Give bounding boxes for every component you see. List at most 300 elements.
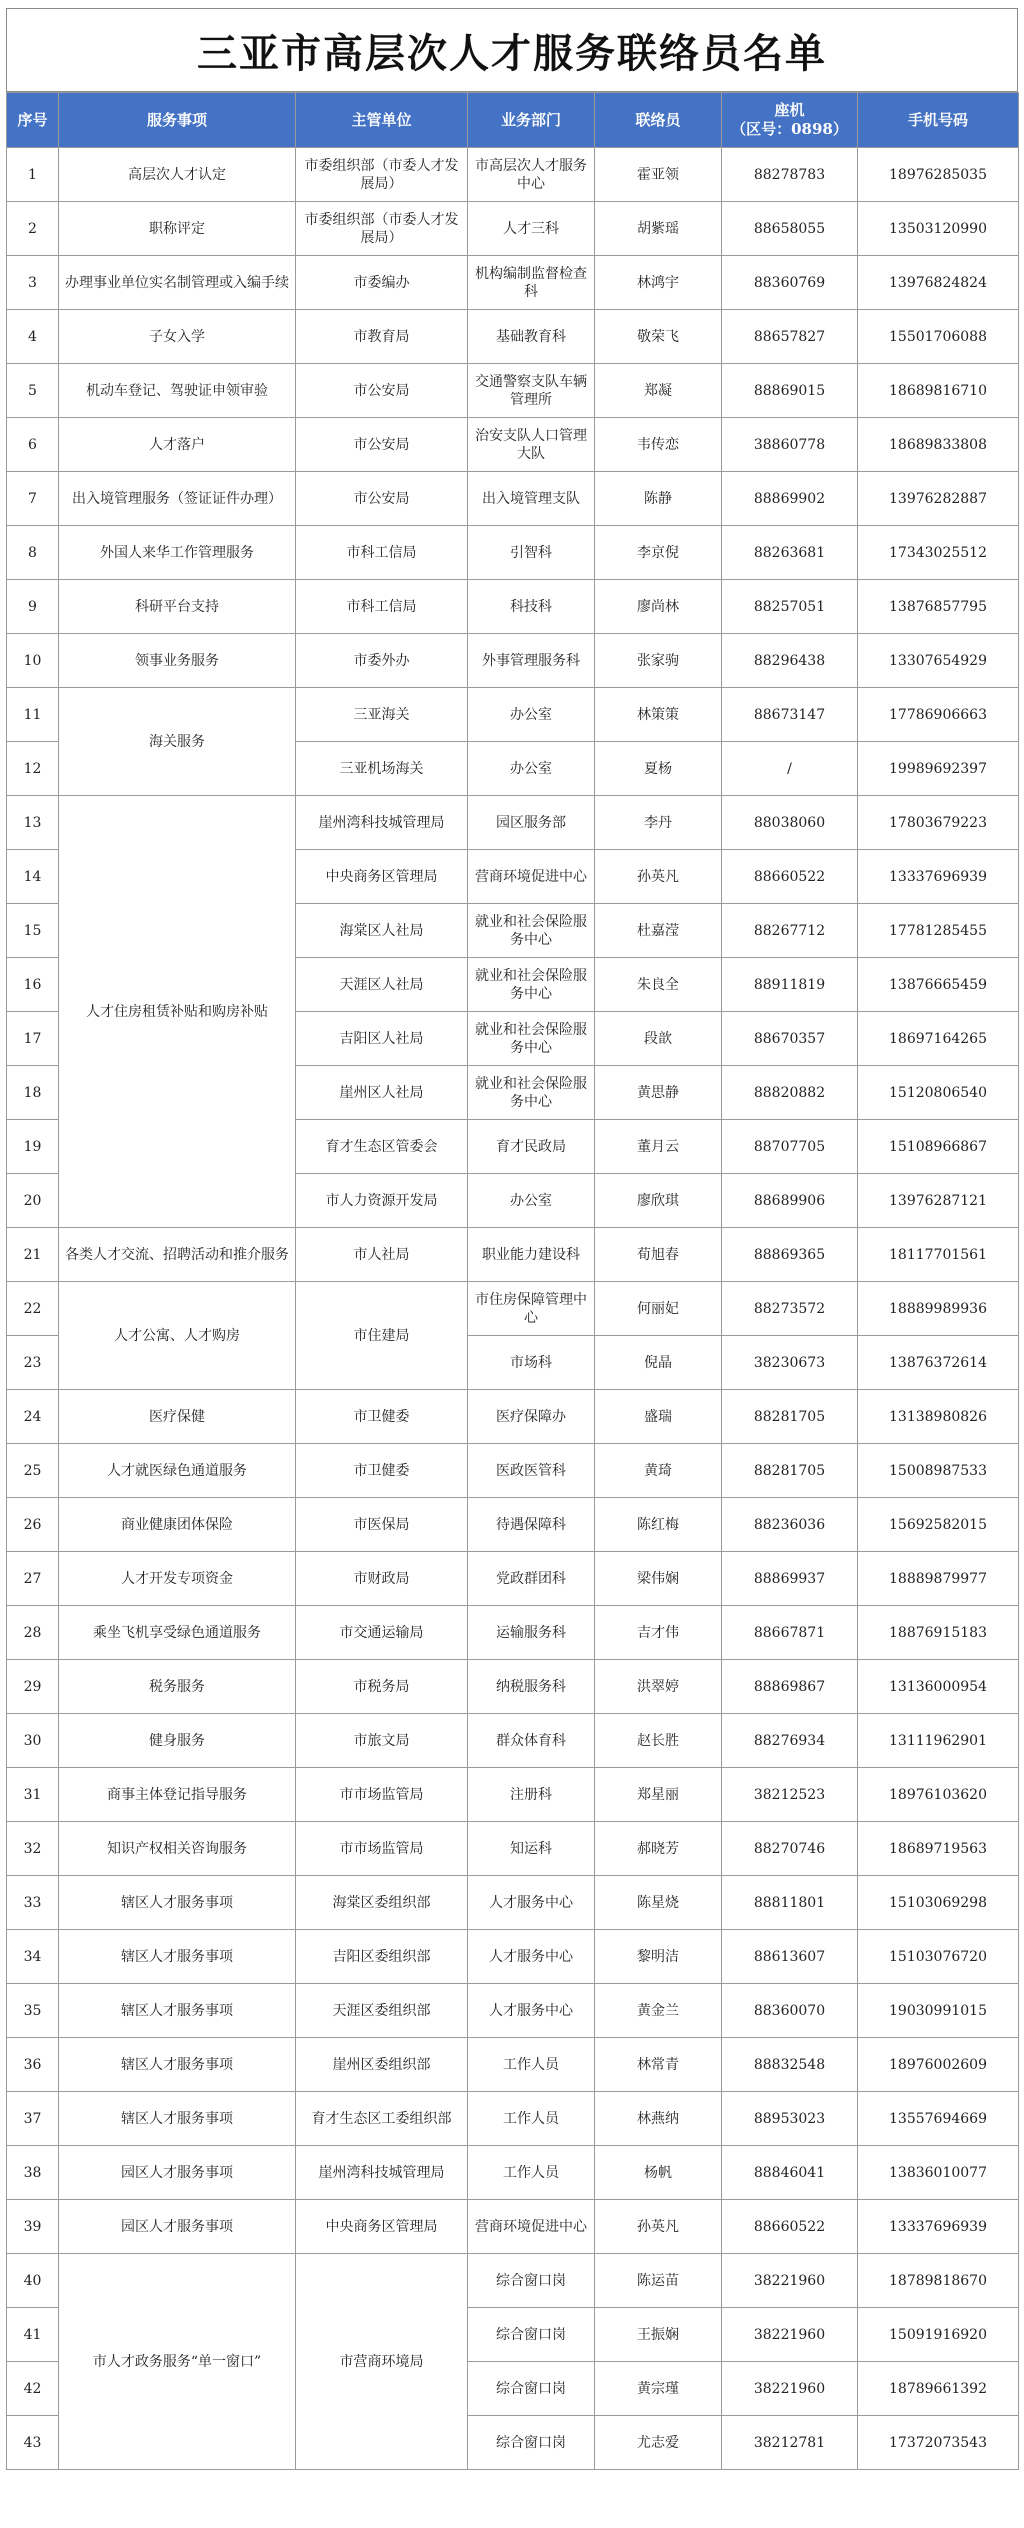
- row-index: 43: [7, 2416, 59, 2470]
- landline-cell: 88846041: [722, 2146, 858, 2200]
- division-cell: 基础教育科: [468, 310, 595, 364]
- row-index: 10: [7, 634, 59, 688]
- mobile-cell: 13976287121: [858, 1174, 1019, 1228]
- mobile-cell: 18976103620: [858, 1768, 1019, 1822]
- dept-cell: 天涯区委组织部: [296, 1984, 468, 2038]
- dept-cell: 崖州湾科技城管理局: [296, 796, 468, 850]
- division-cell: 注册科: [468, 1768, 595, 1822]
- landline-cell: 88276934: [722, 1714, 858, 1768]
- contact-cell: 林策策: [595, 688, 722, 742]
- table-row: [7, 1660, 1019, 1714]
- row-index: 20: [7, 1174, 59, 1228]
- row-index: 23: [7, 1336, 59, 1390]
- service-cell: 领事业务服务: [59, 634, 296, 688]
- contact-cell: 韦传恋: [595, 418, 722, 472]
- dept-cell: 市市场监管局: [296, 1768, 468, 1822]
- division-cell: 工作人员: [468, 2146, 595, 2200]
- division-cell: 人才服务中心: [468, 1984, 595, 2038]
- division-cell: 运输服务科: [468, 1606, 595, 1660]
- row-index: 6: [7, 418, 59, 472]
- service-cell: 人才落户: [59, 418, 296, 472]
- division-cell: 职业能力建设科: [468, 1228, 595, 1282]
- row-index: 27: [7, 1552, 59, 1606]
- service-cell: 商业健康团体保险: [59, 1498, 296, 1552]
- row-index: 34: [7, 1930, 59, 1984]
- table-row: [7, 1228, 1019, 1282]
- mobile-cell: 15103076720: [858, 1930, 1019, 1984]
- mobile-cell: 15120806540: [858, 1066, 1019, 1120]
- division-cell: 治安支队人口管理大队: [468, 418, 595, 472]
- header-index: 序号: [7, 93, 59, 148]
- contact-cell: 陈红梅: [595, 1498, 722, 1552]
- row-index: 31: [7, 1768, 59, 1822]
- division-cell: 营商环境促进中心: [468, 2200, 595, 2254]
- table-row: [7, 2146, 1019, 2200]
- landline-cell: 88263681: [722, 526, 858, 580]
- landline-cell: 88257051: [722, 580, 858, 634]
- mobile-cell: 15008987533: [858, 1444, 1019, 1498]
- contact-cell: 朱良全: [595, 958, 722, 1012]
- row-index: 30: [7, 1714, 59, 1768]
- division-cell: 知运科: [468, 1822, 595, 1876]
- service-cell: 市人才政务服务“单一窗口”: [59, 2254, 296, 2470]
- division-cell: 人才服务中心: [468, 1930, 595, 1984]
- mobile-cell: 15692582015: [858, 1498, 1019, 1552]
- mobile-cell: 13976824824: [858, 256, 1019, 310]
- division-cell: 就业和社会保险服务中心: [468, 904, 595, 958]
- table-row: [7, 2038, 1019, 2092]
- row-index: 12: [7, 742, 59, 796]
- table-row: [7, 1822, 1019, 1876]
- landline-cell: 88953023: [722, 2092, 858, 2146]
- service-cell: 子女入学: [59, 310, 296, 364]
- row-index: 33: [7, 1876, 59, 1930]
- table-row: [7, 1768, 1019, 1822]
- division-cell: 外事管理服务科: [468, 634, 595, 688]
- row-index: 26: [7, 1498, 59, 1552]
- division-cell: 营商环境促进中心: [468, 850, 595, 904]
- contact-cell: 吉才伟: [595, 1606, 722, 1660]
- mobile-cell: 13138980826: [858, 1390, 1019, 1444]
- service-cell: 高层次人才认定: [59, 148, 296, 202]
- landline-cell: 88667871: [722, 1606, 858, 1660]
- service-cell: 科研平台支持: [59, 580, 296, 634]
- service-cell: 辖区人才服务事项: [59, 1876, 296, 1930]
- row-index: 41: [7, 2308, 59, 2362]
- row-index: 22: [7, 1282, 59, 1336]
- landline-cell: 88038060: [722, 796, 858, 850]
- header-division: 业务部门: [468, 93, 595, 148]
- row-index: 19: [7, 1120, 59, 1174]
- mobile-cell: 18889879977: [858, 1552, 1019, 1606]
- row-index: 18: [7, 1066, 59, 1120]
- table-row: [7, 1282, 1019, 1336]
- dept-cell: 市人力资源开发局: [296, 1174, 468, 1228]
- row-index: 35: [7, 1984, 59, 2038]
- service-cell: 辖区人才服务事项: [59, 1984, 296, 2038]
- mobile-cell: 18117701561: [858, 1228, 1019, 1282]
- division-cell: 工作人员: [468, 2092, 595, 2146]
- row-index: 9: [7, 580, 59, 634]
- contact-cell: 杜嘉滢: [595, 904, 722, 958]
- table-row: [7, 2200, 1019, 2254]
- division-cell: 医疗保障办: [468, 1390, 595, 1444]
- dept-cell: 市交通运输局: [296, 1606, 468, 1660]
- contact-cell: 黄琦: [595, 1444, 722, 1498]
- division-cell: 纳税服务科: [468, 1660, 595, 1714]
- mobile-cell: 15091916920: [858, 2308, 1019, 2362]
- landline-cell: 38212523: [722, 1768, 858, 1822]
- row-index: 29: [7, 1660, 59, 1714]
- contact-cell: 荀旭春: [595, 1228, 722, 1282]
- landline-cell: 88911819: [722, 958, 858, 1012]
- dept-cell: 市营商环境局: [296, 2254, 468, 2470]
- row-index: 5: [7, 364, 59, 418]
- division-cell: 群众体育科: [468, 1714, 595, 1768]
- contact-cell: 陈运苗: [595, 2254, 722, 2308]
- header-mobile: 手机号码: [858, 93, 1019, 148]
- contact-cell: 黄金兰: [595, 1984, 722, 2038]
- contact-cell: 郑星丽: [595, 1768, 722, 1822]
- row-index: 11: [7, 688, 59, 742]
- dept-cell: 市医保局: [296, 1498, 468, 1552]
- service-cell: 职称评定: [59, 202, 296, 256]
- contact-cell: 霍亚领: [595, 148, 722, 202]
- row-index: 15: [7, 904, 59, 958]
- dept-cell: 市公安局: [296, 472, 468, 526]
- landline-cell: 38221960: [722, 2362, 858, 2416]
- contact-cell: 陈静: [595, 472, 722, 526]
- division-cell: 就业和社会保险服务中心: [468, 958, 595, 1012]
- landline-cell: 38860778: [722, 418, 858, 472]
- row-index: 28: [7, 1606, 59, 1660]
- mobile-cell: 18889989936: [858, 1282, 1019, 1336]
- division-cell: 待遇保障科: [468, 1498, 595, 1552]
- mobile-cell: 13557694669: [858, 2092, 1019, 2146]
- table-header-row: [7, 93, 1019, 148]
- table-row: [7, 2092, 1019, 2146]
- dept-cell: 市公安局: [296, 418, 468, 472]
- header-dept: 主管单位: [296, 93, 468, 148]
- table-row: [7, 688, 1019, 742]
- landline-cell: 88613607: [722, 1930, 858, 1984]
- contact-cell: 李京倪: [595, 526, 722, 580]
- service-cell: 各类人才交流、招聘活动和推介服务: [59, 1228, 296, 1282]
- division-cell: 科技科: [468, 580, 595, 634]
- contact-cell: 李丹: [595, 796, 722, 850]
- mobile-cell: 18789818670: [858, 2254, 1019, 2308]
- service-cell: 辖区人才服务事项: [59, 2038, 296, 2092]
- mobile-cell: 18789661392: [858, 2362, 1019, 2416]
- dept-cell: 市税务局: [296, 1660, 468, 1714]
- dept-cell: 市教育局: [296, 310, 468, 364]
- mobile-cell: 18976002609: [858, 2038, 1019, 2092]
- landline-cell: 88660522: [722, 2200, 858, 2254]
- row-index: 13: [7, 796, 59, 850]
- dept-cell: 吉阳区委组织部: [296, 1930, 468, 1984]
- service-cell: 机动车登记、驾驶证申领审验: [59, 364, 296, 418]
- contact-cell: 黄宗瑾: [595, 2362, 722, 2416]
- row-index: 7: [7, 472, 59, 526]
- mobile-cell: 13876665459: [858, 958, 1019, 1012]
- service-cell: 税务服务: [59, 1660, 296, 1714]
- contact-cell: 赵长胜: [595, 1714, 722, 1768]
- table-row: [7, 1930, 1019, 1984]
- row-index: 1: [7, 148, 59, 202]
- landline-cell: 88278783: [722, 148, 858, 202]
- landline-cell: 38230673: [722, 1336, 858, 1390]
- dept-cell: 崖州湾科技城管理局: [296, 2146, 468, 2200]
- division-cell: 市场科: [468, 1336, 595, 1390]
- landline-cell: 88832548: [722, 2038, 858, 2092]
- dept-cell: 崖州区委组织部: [296, 2038, 468, 2092]
- row-index: 21: [7, 1228, 59, 1282]
- table-row: [7, 364, 1019, 418]
- contact-cell: 杨帆: [595, 2146, 722, 2200]
- dept-cell: 天涯区人社局: [296, 958, 468, 1012]
- dept-cell: 市卫健委: [296, 1390, 468, 1444]
- row-index: 42: [7, 2362, 59, 2416]
- contact-cell: 林鸿宇: [595, 256, 722, 310]
- division-cell: 党政群团科: [468, 1552, 595, 1606]
- division-cell: 人才三科: [468, 202, 595, 256]
- service-cell: 园区人才服务事项: [59, 2200, 296, 2254]
- dept-cell: 市委外办: [296, 634, 468, 688]
- service-cell: 人才开发专项资金: [59, 1552, 296, 1606]
- row-index: 4: [7, 310, 59, 364]
- dept-cell: 崖州区人社局: [296, 1066, 468, 1120]
- contact-cell: 倪晶: [595, 1336, 722, 1390]
- landline-cell: 88869015: [722, 364, 858, 418]
- dept-cell: 中央商务区管理局: [296, 2200, 468, 2254]
- mobile-cell: 17372073543: [858, 2416, 1019, 2470]
- row-index: 40: [7, 2254, 59, 2308]
- table-row: [7, 1984, 1019, 2038]
- landline-cell: 38221960: [722, 2308, 858, 2362]
- landline-cell: 88820882: [722, 1066, 858, 1120]
- dept-cell: 育才生态区工委组织部: [296, 2092, 468, 2146]
- landline-cell: 88270746: [722, 1822, 858, 1876]
- dept-cell: 三亚机场海关: [296, 742, 468, 796]
- mobile-cell: 13876372614: [858, 1336, 1019, 1390]
- contact-cell: 林燕纳: [595, 2092, 722, 2146]
- landline-cell: /: [722, 742, 858, 796]
- division-cell: 引智科: [468, 526, 595, 580]
- table-row: [7, 580, 1019, 634]
- dept-cell: 市卫健委: [296, 1444, 468, 1498]
- row-index: 2: [7, 202, 59, 256]
- mobile-cell: 17786906663: [858, 688, 1019, 742]
- service-cell: 人才就医绿色通道服务: [59, 1444, 296, 1498]
- dept-cell: 育才生态区管委会: [296, 1120, 468, 1174]
- service-cell: 外国人来华工作管理服务: [59, 526, 296, 580]
- dept-cell: 市科工信局: [296, 580, 468, 634]
- landline-cell: 88869902: [722, 472, 858, 526]
- service-cell: 辖区人才服务事项: [59, 1930, 296, 1984]
- division-cell: 出入境管理支队: [468, 472, 595, 526]
- row-index: 17: [7, 1012, 59, 1066]
- dept-cell: 市住建局: [296, 1282, 468, 1390]
- dept-cell: 海棠区委组织部: [296, 1876, 468, 1930]
- row-index: 25: [7, 1444, 59, 1498]
- table-row: [7, 526, 1019, 580]
- contact-cell: 陈星烧: [595, 1876, 722, 1930]
- row-index: 37: [7, 2092, 59, 2146]
- row-index: 39: [7, 2200, 59, 2254]
- row-index: 32: [7, 1822, 59, 1876]
- table-row: [7, 256, 1019, 310]
- header-contact: 联络员: [595, 93, 722, 148]
- contact-table: [6, 92, 1019, 2470]
- dept-cell: 市委编办: [296, 256, 468, 310]
- mobile-cell: 13976282887: [858, 472, 1019, 526]
- landline-cell: 88707705: [722, 1120, 858, 1174]
- mobile-cell: 19030991015: [858, 1984, 1019, 2038]
- table-row: [7, 472, 1019, 526]
- dept-cell: 市财政局: [296, 1552, 468, 1606]
- contact-cell: 郑凝: [595, 364, 722, 418]
- dept-cell: 市委组织部（市委人才发展局）: [296, 148, 468, 202]
- service-cell: 健身服务: [59, 1714, 296, 1768]
- contact-cell: 夏杨: [595, 742, 722, 796]
- service-cell: 办理事业单位实名制管理或入编手续: [59, 256, 296, 310]
- contact-cell: 董月云: [595, 1120, 722, 1174]
- service-cell: 人才住房租赁补贴和购房补贴: [59, 796, 296, 1228]
- mobile-cell: 15103069298: [858, 1876, 1019, 1930]
- dept-cell: 海棠区人社局: [296, 904, 468, 958]
- contact-cell: 黎明洁: [595, 1930, 722, 1984]
- division-cell: 育才民政局: [468, 1120, 595, 1174]
- row-index: 3: [7, 256, 59, 310]
- dept-cell: 市旅文局: [296, 1714, 468, 1768]
- table-row: [7, 1714, 1019, 1768]
- division-cell: 综合窗口岗: [468, 2416, 595, 2470]
- service-cell: 海关服务: [59, 688, 296, 796]
- mobile-cell: 13836010077: [858, 2146, 1019, 2200]
- mobile-cell: 18697164265: [858, 1012, 1019, 1066]
- table-row: [7, 634, 1019, 688]
- row-index: 8: [7, 526, 59, 580]
- division-cell: 市住房保障管理中心: [468, 1282, 595, 1336]
- landline-cell: 38212781: [722, 2416, 858, 2470]
- landline-cell: 88360070: [722, 1984, 858, 2038]
- contact-cell: 梁伟娴: [595, 1552, 722, 1606]
- landline-cell: 88236036: [722, 1498, 858, 1552]
- mobile-cell: 13136000954: [858, 1660, 1019, 1714]
- service-cell: 知识产权相关咨询服务: [59, 1822, 296, 1876]
- landline-cell: 88869937: [722, 1552, 858, 1606]
- contact-cell: 黄思静: [595, 1066, 722, 1120]
- landline-cell: 88869867: [722, 1660, 858, 1714]
- dept-cell: 市人社局: [296, 1228, 468, 1282]
- row-index: 14: [7, 850, 59, 904]
- division-cell: 就业和社会保险服务中心: [468, 1066, 595, 1120]
- mobile-cell: 17803679223: [858, 796, 1019, 850]
- contact-cell: 廖欣琪: [595, 1174, 722, 1228]
- mobile-cell: 18689816710: [858, 364, 1019, 418]
- contact-cell: 何丽妃: [595, 1282, 722, 1336]
- contact-cell: 尤志爱: [595, 2416, 722, 2470]
- mobile-cell: 13111962901: [858, 1714, 1019, 1768]
- division-cell: 办公室: [468, 742, 595, 796]
- contact-cell: 张家驹: [595, 634, 722, 688]
- page-title: 三亚市高层次人才服务联络员名单: [197, 29, 827, 77]
- landline-cell: 88267712: [722, 904, 858, 958]
- service-cell: 园区人才服务事项: [59, 2146, 296, 2200]
- service-cell: 商事主体登记指导服务: [59, 1768, 296, 1822]
- division-cell: 综合窗口岗: [468, 2362, 595, 2416]
- row-index: 36: [7, 2038, 59, 2092]
- mobile-cell: 17781285455: [858, 904, 1019, 958]
- division-cell: 人才服务中心: [468, 1876, 595, 1930]
- table-row: [7, 202, 1019, 256]
- landline-cell: 88811801: [722, 1876, 858, 1930]
- mobile-cell: 18689833808: [858, 418, 1019, 472]
- division-cell: 综合窗口岗: [468, 2254, 595, 2308]
- landline-cell: 88281705: [722, 1444, 858, 1498]
- service-cell: 医疗保健: [59, 1390, 296, 1444]
- mobile-cell: 13503120990: [858, 202, 1019, 256]
- dept-cell: 市科工信局: [296, 526, 468, 580]
- service-cell: 出入境管理服务（签证证件办理）: [59, 472, 296, 526]
- contact-cell: 孙英凡: [595, 2200, 722, 2254]
- table-row: [7, 1876, 1019, 1930]
- division-cell: 园区服务部: [468, 796, 595, 850]
- table-row: [7, 2254, 1019, 2308]
- table-row: [7, 1606, 1019, 1660]
- mobile-cell: 13337696939: [858, 2200, 1019, 2254]
- table-row: [7, 418, 1019, 472]
- landline-cell: 88673147: [722, 688, 858, 742]
- mobile-cell: 15501706088: [858, 310, 1019, 364]
- contact-cell: 盛瑞: [595, 1390, 722, 1444]
- division-cell: 工作人员: [468, 2038, 595, 2092]
- table-row: [7, 1444, 1019, 1498]
- dept-cell: 三亚海关: [296, 688, 468, 742]
- contact-cell: 胡紫瑶: [595, 202, 722, 256]
- mobile-cell: 13876857795: [858, 580, 1019, 634]
- table-row: [7, 1498, 1019, 1552]
- contact-cell: 王振娴: [595, 2308, 722, 2362]
- dept-cell: 吉阳区人社局: [296, 1012, 468, 1066]
- mobile-cell: 17343025512: [858, 526, 1019, 580]
- contact-cell: 洪翠婷: [595, 1660, 722, 1714]
- table-row: [7, 1552, 1019, 1606]
- landline-cell: 88296438: [722, 634, 858, 688]
- contact-cell: 廖尚林: [595, 580, 722, 634]
- contact-cell: 敬荣飞: [595, 310, 722, 364]
- row-index: 24: [7, 1390, 59, 1444]
- division-cell: 办公室: [468, 1174, 595, 1228]
- service-cell: 乘坐飞机享受绿色通道服务: [59, 1606, 296, 1660]
- dept-cell: 市市场监管局: [296, 1822, 468, 1876]
- landline-cell: 88689906: [722, 1174, 858, 1228]
- landline-cell: 38221960: [722, 2254, 858, 2308]
- contact-cell: 段歆: [595, 1012, 722, 1066]
- table-row: [7, 148, 1019, 202]
- landline-cell: 88658055: [722, 202, 858, 256]
- mobile-cell: 18876915183: [858, 1606, 1019, 1660]
- division-cell: 医政医管科: [468, 1444, 595, 1498]
- dept-cell: 中央商务区管理局: [296, 850, 468, 904]
- division-cell: 办公室: [468, 688, 595, 742]
- header-landline-label: 座机: [774, 101, 805, 119]
- landline-cell: 88273572: [722, 1282, 858, 1336]
- row-index: 38: [7, 2146, 59, 2200]
- table-body: [7, 148, 1019, 2470]
- service-cell: 辖区人才服务事项: [59, 2092, 296, 2146]
- landline-cell: 88670357: [722, 1012, 858, 1066]
